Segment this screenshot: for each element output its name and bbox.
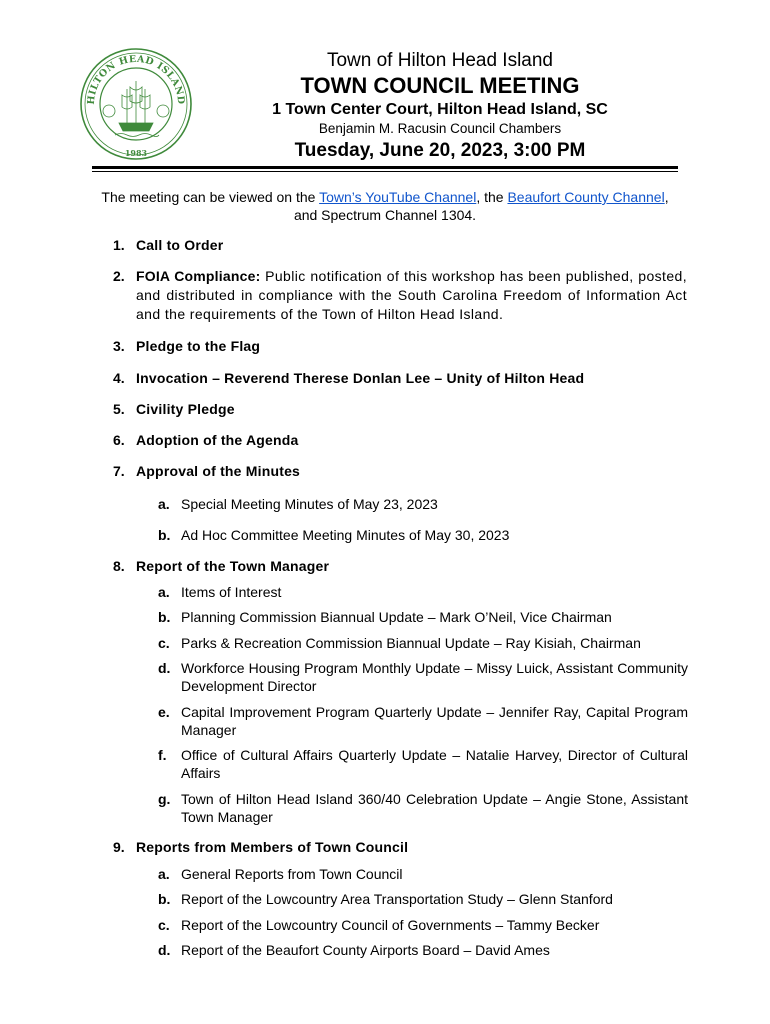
- sub-item-text: Office of Cultural Affairs Quarterly Update – Natalie Harvey, Director of Cultural Affairs: [181, 747, 688, 781]
- sub-item-letter: d.: [158, 942, 171, 958]
- item-number: 3.: [113, 338, 125, 354]
- sub-item-text: Report of the Beaufort County Airports Board – David Ames: [181, 942, 550, 958]
- item-label: FOIA Compliance:: [136, 268, 261, 284]
- header-divider-thin: [92, 171, 678, 172]
- item-number: 7.: [113, 463, 125, 479]
- item-number: 4.: [113, 370, 125, 386]
- agenda-item-9: [113, 838, 687, 857]
- sub-item: [158, 865, 688, 883]
- item-number: 8.: [113, 558, 125, 574]
- town-seal-logo: [79, 45, 193, 163]
- seal-ring-text: HILTON HEAD ISLAND: [85, 53, 187, 106]
- beaufort-county-channel-link[interactable]: Beaufort County Channel: [507, 189, 665, 205]
- item-label: Call to Order: [136, 237, 224, 253]
- agenda-item-7: [113, 462, 687, 481]
- sub-item-letter: a.: [158, 496, 170, 512]
- sub-item: [158, 746, 688, 782]
- sub-item-text: Capital Improvement Program Quarterly Update – Jennifer Ray, Capital Program Manager: [181, 704, 688, 738]
- viewing-info-prefix: The meeting can be viewed on the: [101, 189, 320, 205]
- meeting-date: Tuesday, June 20, 2023, 3:00 PM: [294, 140, 586, 161]
- item-label: Reports from Members of Town Council: [136, 839, 409, 855]
- item-label: Invocation – Reverend Therese Donlan Lee – Unity of Hilton Head: [136, 370, 585, 386]
- sub-item: [158, 608, 688, 626]
- sub-item: [158, 583, 688, 601]
- sub-item-letter: a.: [158, 866, 170, 882]
- meeting-title: TOWN COUNCIL MEETING: [300, 73, 580, 98]
- item-description: Public notification of this workshop has been published, posted, and distributed in compliance with the South Carolina Freedom of Information Act and the requirements of the Town of Hilton Head Island.: [136, 268, 687, 322]
- sub-item-letter: g.: [158, 791, 171, 807]
- agenda-item-5: [113, 400, 687, 419]
- sub-item-letter: c.: [158, 635, 170, 651]
- sub-item: [158, 941, 688, 959]
- sub-item-letter: e.: [158, 704, 170, 720]
- sub-item: [158, 916, 688, 934]
- sub-item: [158, 495, 688, 513]
- header-divider-thick: [92, 166, 678, 169]
- sub-item-text: Town of Hilton Head Island 360/40 Celebration Update – Angie Stone, Assistant Town Manager: [181, 791, 688, 825]
- sub-item-text: Special Meeting Minutes of May 23, 2023: [181, 496, 438, 512]
- item-label: Adoption of the Agenda: [136, 432, 299, 448]
- sub-item-letter: c.: [158, 917, 170, 933]
- item-label: Report of the Town Manager: [136, 558, 330, 574]
- town-name: Town of Hilton Head Island: [326, 50, 553, 71]
- item-number: 5.: [113, 401, 125, 417]
- item-number: 2.: [113, 268, 125, 284]
- agenda-item-2: [113, 267, 687, 324]
- sub-item-text: Parks & Recreation Commission Biannual Update – Ray Kisiah, Chairman: [181, 635, 641, 651]
- meeting-chambers: Benjamin M. Racusin Council Chambers: [318, 121, 562, 136]
- sub-item: [158, 526, 688, 544]
- item-number: 1.: [113, 237, 125, 253]
- sub-item-text: Items of Interest: [181, 584, 282, 600]
- sub-item: [158, 634, 688, 652]
- viewing-info-middle: , the: [476, 189, 508, 205]
- sub-item: [158, 703, 688, 739]
- sub-item-letter: b.: [158, 609, 171, 625]
- item-label: Approval of the Minutes: [136, 463, 301, 479]
- sub-item-text: Workforce Housing Program Monthly Update – Missy Luick, Assistant Community Development Director: [181, 660, 688, 694]
- sub-item: [158, 790, 688, 826]
- item-number: 6.: [113, 432, 125, 448]
- sub-item-letter: a.: [158, 584, 170, 600]
- item-label: Civility Pledge: [136, 401, 235, 417]
- meeting-address: 1 Town Center Court, Hilton Head Island, SC: [272, 101, 608, 118]
- item-label: Pledge to the Flag: [136, 338, 261, 354]
- agenda-item-8: [113, 557, 687, 576]
- viewing-info: [100, 188, 670, 224]
- sub-item-text: General Reports from Town Council: [181, 866, 403, 882]
- sub-item: [158, 890, 688, 908]
- sub-item-letter: f.: [158, 747, 167, 763]
- sub-item-letter: b.: [158, 527, 171, 543]
- sub-item-letter: d.: [158, 660, 171, 676]
- agenda-item-4: [113, 369, 687, 388]
- sub-item-text: Ad Hoc Committee Meeting Minutes of May 30, 2023: [181, 527, 510, 543]
- agenda-item-3: [113, 337, 687, 356]
- agenda-item-6: [113, 431, 687, 450]
- sub-item-text: Report of the Lowcountry Council of Governments – Tammy Becker: [181, 917, 600, 933]
- viewing-info-suffix: , and Spectrum Channel 1304.: [293, 189, 669, 223]
- agenda-item-1: [113, 236, 687, 255]
- sub-item: [158, 659, 688, 695]
- sub-item-text: Planning Commission Biannual Update – Mark O’Neil, Vice Chairman: [181, 609, 612, 625]
- item-number: 9.: [113, 839, 125, 855]
- foia-text: [136, 267, 687, 324]
- sub-item-letter: b.: [158, 891, 171, 907]
- youtube-channel-link[interactable]: Town’s YouTube Channel: [319, 189, 477, 205]
- sub-item-text: Report of the Lowcountry Area Transportation Study – Glenn Stanford: [181, 891, 613, 907]
- seal-year: 1983: [124, 148, 148, 158]
